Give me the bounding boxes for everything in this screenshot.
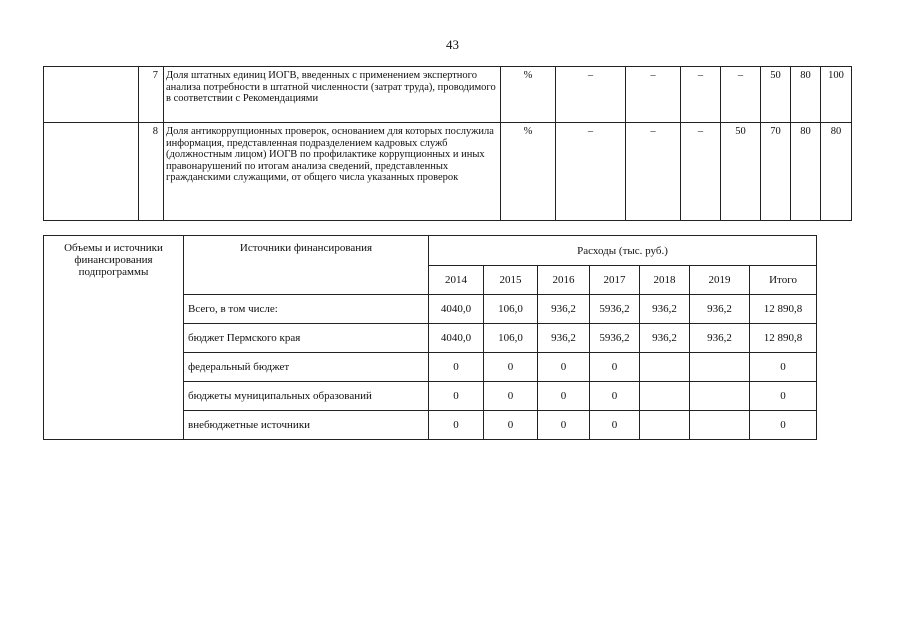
amount-cell <box>690 353 750 382</box>
source-name: Всего, в том числе: <box>184 295 429 324</box>
indicator-description: Доля штатных единиц ИОГВ, введенных с применением экспертного анализа потребности в штатной численности (затрат труда), проводимого в соответствии с Рекомендациями <box>164 67 501 123</box>
indicator-unit: % <box>501 67 556 123</box>
amount-cell: 0 <box>429 411 484 440</box>
row-number: 8 <box>139 123 164 221</box>
amount-cell: 936,2 <box>538 324 590 353</box>
amount-cell: 0 <box>484 382 538 411</box>
indicator-value: – <box>681 67 721 123</box>
amount-cell: 5936,2 <box>590 295 640 324</box>
amount-cell: 0 <box>538 382 590 411</box>
indicator-value: 80 <box>791 123 821 221</box>
amount-cell: 936,2 <box>690 295 750 324</box>
year-header: 2017 <box>590 266 640 295</box>
financing-label: Объемы и источники финансирования подпрограммы <box>44 236 184 440</box>
amount-cell: 5936,2 <box>590 324 640 353</box>
row-number: 7 <box>139 67 164 123</box>
table-row <box>44 123 852 221</box>
page-number: 43 <box>446 37 459 52</box>
financing-table <box>43 235 817 440</box>
sources-header: Источники финансирования <box>184 236 429 295</box>
amount-cell <box>690 382 750 411</box>
amount-cell <box>640 382 690 411</box>
amount-cell: 0 <box>538 353 590 382</box>
amount-cell: 0 <box>484 353 538 382</box>
year-header: 2018 <box>640 266 690 295</box>
indicator-value: 80 <box>821 123 852 221</box>
amount-cell: 0 <box>590 382 640 411</box>
expenses-header: Расходы (тыс. руб.) <box>429 236 817 266</box>
amount-cell: 106,0 <box>484 324 538 353</box>
amount-cell: 936,2 <box>690 324 750 353</box>
header-row <box>44 236 817 266</box>
source-name: бюджет Пермского края <box>184 324 429 353</box>
indicator-description: Доля антикоррупционных проверок, основанием для которых послужила информация, представленная подразделением кадровых служб (должностным лицом) ИОГВ по профилактике коррупционных и иных правонарушений по итогам анализа сведений, представленных гражданскими служащими, от общего числа указанных проверок <box>164 123 501 221</box>
empty-cell <box>44 123 139 221</box>
year-header: 2015 <box>484 266 538 295</box>
amount-cell: 936,2 <box>538 295 590 324</box>
indicator-unit: % <box>501 123 556 221</box>
indicator-value: 50 <box>761 67 791 123</box>
indicator-value: – <box>556 67 626 123</box>
amount-cell <box>640 353 690 382</box>
source-name: федеральный бюджет <box>184 353 429 382</box>
amount-cell: 12 890,8 <box>750 295 817 324</box>
table-row <box>44 67 852 123</box>
amount-cell: 0 <box>750 353 817 382</box>
indicator-value: 100 <box>821 67 852 123</box>
source-name: внебюджетные источники <box>184 411 429 440</box>
empty-cell <box>44 67 139 123</box>
source-name: бюджеты муниципальных образований <box>184 382 429 411</box>
amount-cell <box>640 411 690 440</box>
amount-cell: 0 <box>484 411 538 440</box>
amount-cell: 4040,0 <box>429 324 484 353</box>
indicators-table <box>43 66 852 221</box>
indicator-value: – <box>681 123 721 221</box>
year-header: 2019 <box>690 266 750 295</box>
amount-cell: 12 890,8 <box>750 324 817 353</box>
indicator-value: 80 <box>791 67 821 123</box>
amount-cell: 106,0 <box>484 295 538 324</box>
indicator-value: – <box>556 123 626 221</box>
indicator-value: 50 <box>721 123 761 221</box>
amount-cell: 0 <box>429 353 484 382</box>
amount-cell: 0 <box>429 382 484 411</box>
indicator-value: 70 <box>761 123 791 221</box>
amount-cell: 4040,0 <box>429 295 484 324</box>
indicator-value: – <box>721 67 761 123</box>
year-header: 2016 <box>538 266 590 295</box>
amount-cell: 936,2 <box>640 324 690 353</box>
total-header: Итого <box>750 266 817 295</box>
indicator-value: – <box>626 123 681 221</box>
amount-cell: 936,2 <box>640 295 690 324</box>
amount-cell <box>690 411 750 440</box>
amount-cell: 0 <box>590 411 640 440</box>
amount-cell: 0 <box>750 411 817 440</box>
year-header: 2014 <box>429 266 484 295</box>
amount-cell: 0 <box>590 353 640 382</box>
amount-cell: 0 <box>750 382 817 411</box>
indicator-value: – <box>626 67 681 123</box>
amount-cell: 0 <box>538 411 590 440</box>
